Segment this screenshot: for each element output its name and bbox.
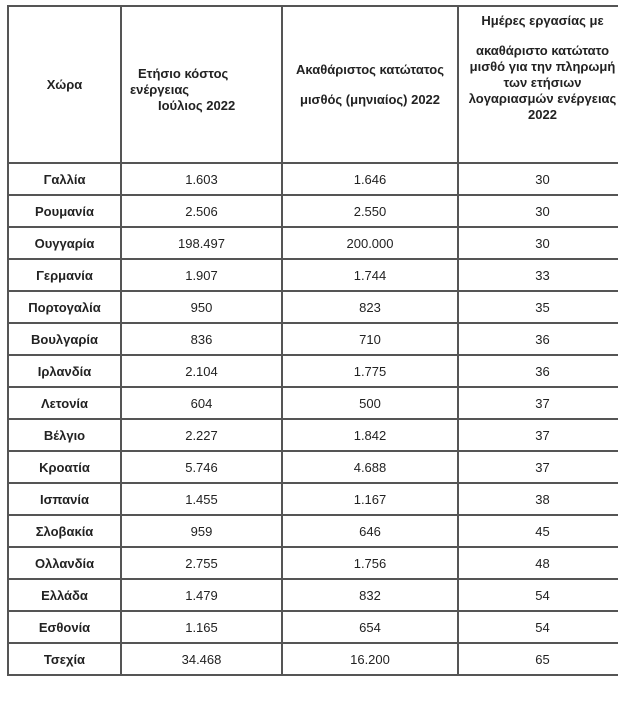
cell-country: Βέλγιο — [8, 419, 121, 451]
table-row — [8, 579, 618, 611]
cell-country: Γερμανία — [8, 259, 121, 291]
cell-min-wage: 1.744 — [282, 259, 458, 291]
table-row — [8, 387, 618, 419]
cell-country: Εσθονία — [8, 611, 121, 643]
cell-energy-cost: 836 — [121, 323, 282, 355]
cell-energy-cost: 2.506 — [121, 195, 282, 227]
table-row — [8, 163, 618, 195]
cell-energy-cost: 198.497 — [121, 227, 282, 259]
cell-working-days: 30 — [458, 163, 618, 195]
cell-min-wage: 1.167 — [282, 483, 458, 515]
cell-energy-cost: 1.907 — [121, 259, 282, 291]
header-min-wage-line: Ακαθάριστος κατώτατος — [296, 61, 444, 77]
table-row — [8, 515, 618, 547]
table-row — [8, 611, 618, 643]
cell-min-wage: 1.756 — [282, 547, 458, 579]
header-gap — [459, 29, 618, 43]
table-row — [8, 227, 618, 259]
cell-working-days: 37 — [458, 451, 618, 483]
cell-working-days: 33 — [458, 259, 618, 291]
cell-min-wage: 832 — [282, 579, 458, 611]
cell-working-days: 38 — [458, 483, 618, 515]
cell-min-wage: 710 — [282, 323, 458, 355]
cell-country: Ολλανδία — [8, 547, 121, 579]
cell-energy-cost: 2.104 — [121, 355, 282, 387]
cell-country: Πορτογαλία — [8, 291, 121, 323]
cell-country: Λετονία — [8, 387, 121, 419]
cell-energy-cost: 950 — [121, 291, 282, 323]
cell-working-days: 48 — [458, 547, 618, 579]
cell-min-wage: 1.842 — [282, 419, 458, 451]
header-energy-cost-line: ενέργειας — [130, 81, 190, 97]
header-energy-cost-line: Ετήσιο κόστος — [138, 65, 229, 81]
cell-working-days: 54 — [458, 579, 618, 611]
table-header — [8, 6, 618, 163]
cell-energy-cost: 1.479 — [121, 579, 282, 611]
header-row — [8, 6, 618, 163]
cell-country: Ελλάδα — [8, 579, 121, 611]
table-body — [8, 163, 618, 675]
cell-working-days: 65 — [458, 643, 618, 675]
cell-working-days: 36 — [458, 355, 618, 387]
energy-cost-table — [7, 5, 618, 676]
cell-min-wage: 1.775 — [282, 355, 458, 387]
table-row — [8, 419, 618, 451]
cell-min-wage: 500 — [282, 387, 458, 419]
cell-min-wage: 823 — [282, 291, 458, 323]
table-row — [8, 451, 618, 483]
header-country: Χώρα — [8, 6, 121, 163]
cell-min-wage: 646 — [282, 515, 458, 547]
cell-country: Ιρλανδία — [8, 355, 121, 387]
cell-working-days: 36 — [458, 323, 618, 355]
table-row — [8, 355, 618, 387]
header-working-days-line: ακαθάριστο κατώτατο — [475, 43, 610, 58]
cell-energy-cost: 604 — [121, 387, 282, 419]
header-min-wage-line: μισθός (μηνιαίος) 2022 — [299, 91, 441, 107]
header-min-wage — [282, 6, 458, 163]
cell-working-days: 37 — [458, 419, 618, 451]
cell-min-wage: 1.646 — [282, 163, 458, 195]
cell-min-wage: 16.200 — [282, 643, 458, 675]
cell-energy-cost: 34.468 — [121, 643, 282, 675]
cell-energy-cost: 5.746 — [121, 451, 282, 483]
cell-working-days: 35 — [458, 291, 618, 323]
cell-working-days: 30 — [458, 195, 618, 227]
cell-country: Σλοβακία — [8, 515, 121, 547]
header-energy-cost-line: Ιούλιος 2022 — [158, 97, 236, 113]
cell-energy-cost: 2.227 — [121, 419, 282, 451]
cell-min-wage: 654 — [282, 611, 458, 643]
table-row — [8, 195, 618, 227]
table-row — [8, 291, 618, 323]
cell-working-days: 37 — [458, 387, 618, 419]
header-gap — [283, 78, 457, 92]
header-working-days — [458, 6, 618, 163]
cell-min-wage: 200.000 — [282, 227, 458, 259]
header-working-days-line: λογαριασμών ενέργειας — [468, 91, 617, 106]
table-row — [8, 259, 618, 291]
cell-energy-cost: 2.755 — [121, 547, 282, 579]
cell-country: Ισπανία — [8, 483, 121, 515]
cell-working-days: 30 — [458, 227, 618, 259]
header-working-days-line: των ετήσιων — [503, 75, 582, 90]
cell-energy-cost: 1.165 — [121, 611, 282, 643]
table-row — [8, 323, 618, 355]
table-wrapper — [7, 5, 618, 676]
header-working-days-line: μισθό για την πληρωμή — [469, 59, 616, 74]
cell-energy-cost: 1.603 — [121, 163, 282, 195]
cell-min-wage: 2.550 — [282, 195, 458, 227]
header-working-days-line: 2022 — [528, 107, 557, 122]
cell-country: Κροατία — [8, 451, 121, 483]
cell-country: Γαλλία — [8, 163, 121, 195]
cell-working-days: 54 — [458, 611, 618, 643]
table-row — [8, 547, 618, 579]
cell-min-wage: 4.688 — [282, 451, 458, 483]
table-row — [8, 483, 618, 515]
header-energy-cost — [121, 6, 282, 163]
cell-energy-cost: 1.455 — [121, 483, 282, 515]
cell-country: Τσεχία — [8, 643, 121, 675]
cell-working-days: 45 — [458, 515, 618, 547]
header-working-days-line: Ημέρες εργασίας με — [481, 13, 604, 28]
cell-country: Βουλγαρία — [8, 323, 121, 355]
cell-country: Ουγγαρία — [8, 227, 121, 259]
cell-country: Ρουμανία — [8, 195, 121, 227]
cell-energy-cost: 959 — [121, 515, 282, 547]
table-row — [8, 643, 618, 675]
